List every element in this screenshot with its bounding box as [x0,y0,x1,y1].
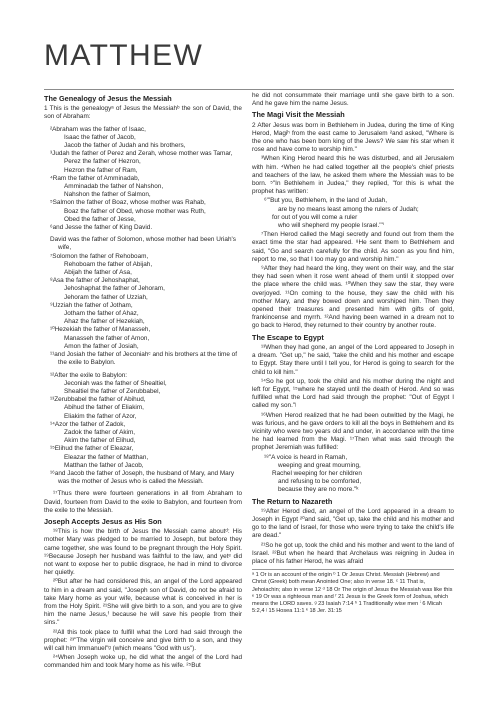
section-heading-magi: The Magi Visit the Messiah [252,110,345,120]
verse-paragraph: he did not consummate their marriage until she gave birth to a son. And he gave him the name Jesus. [252,92,454,108]
footnote: ʲ 15 Hosea 11:1 [266,608,305,615]
verse-paragraph: ²¹So he got up, took the child and his mother and went to the land of Israel. ²²But when he heard that Archelaus was reigning in Judea in place of his father Herod, he was afraid [252,541,454,565]
genealogy-line: Eleazar the father of Matthan, [64,453,149,461]
genealogy-line: Obed the father of Jesse, [64,215,136,223]
footnote: ᵉ 19 Or was a righteous man and [252,593,334,600]
genealogy-line: Nahshon the father of Salmon, [64,191,151,199]
verse-paragraph: ¹⁹After Herod died, an angel of the Lord appeared in a dream to Joseph in Egypt ²⁰and said, "Get up, take the child and his mother and go to the land of Israel, for those who were trying to take the child's life are dead." [252,507,454,540]
genealogy-line: Jeconiah was the father of Shealtiel, [64,379,167,387]
genealogy-line: Isaac the father of Jacob, [64,133,136,141]
prophecy-quote [252,454,454,495]
genealogy-line: ²Abraham was the father of Isaac, [50,125,146,133]
genealogy-line: ⁸Asa the father of Jehoshaphat, [50,277,140,285]
genealogy-line: ¹³Zerubbabel the father of Abihud, [50,396,146,404]
genealogy-line: ⁴Ram the father of Amminadab, [50,174,140,182]
verse-paragraph: ²⁰But after he had considered this, an angel of the Lord appeared to him in a dream and said, "Joseph son of David, do not be afraid to take Mary home as your wife, because what is conceived in her is from the Holy Spirit. ²¹She will give birth to a son, and you are to give him the name Jesus,ᶠ because he will save his people from their sins." [44,578,242,627]
genealogy-line: Jacob the father of Judah and his brothers, [64,142,186,150]
genealogy-line: ¹⁵Elihud the father of Eleazar, [50,445,134,453]
book-header [44,39,454,90]
prophecy-quote [252,197,454,230]
genealogy-line: Perez the father of Hezron, [64,158,141,166]
genealogy-line: ⁵Salmon the father of Boaz, whose mother was Rahab, [50,199,206,207]
footnote: ᵇ 1 Or Jesus Christ. Messiah (Hebrew) and Christ (Greek) both mean Anointed One; also in verse 18. [252,572,440,586]
genealogy-line: Amon the father of Josiah, [64,342,139,350]
genealogy-line: ⁹Uzziah the father of Jotham, [50,301,133,309]
genealogy-line: ⁶and Jesse the father of King David. [50,224,153,232]
genealogy-line: Ahaz the father of Hezekiah, [64,318,145,326]
genealogy-line: ¹⁰Hezekiah the father of Manasseh, [50,326,151,334]
genealogy-line: Abihud the father of Eliakim, [64,404,144,412]
poem-line: ¹⁸"A voice is heard in Ramah, [264,453,348,461]
verse-paragraph: ¹⁶When Herod realized that he had been outwitted by the Magi, he was furious, and he gave orders to kill all the boys in Bethlehem and its vicinity who were two years old and under, in accordance with the time he had learned from the Magi. ¹⁷Then what was said through the prophet Jeremiah was fulfilled: [252,411,454,452]
right-column [252,92,454,615]
footnote: ᵈ 18 Or The origin of Jesus the Messiah was like this [322,586,453,593]
genealogy-line: Abijah the father of Asa, [64,269,132,277]
poem-line: for out of you will come a ruler [272,213,358,221]
footnote: ᵃ 1 Or is an account of the origin [252,572,332,579]
poem-line: ⁶"'But you, Bethlehem, in the land of Judah, [264,197,388,205]
poem-line: Rachel weeping for her children [272,469,362,477]
footnote: ᶠ 21 Jesus is the Greek form of Joshua, which means the LORD saves. [252,593,449,607]
poem-line: are by no means least among the rulers of Judah; [278,205,419,213]
footnote: ᵏ 18 Jer. 31:15 [306,608,342,615]
footnote: ᶜ 11 That is, Jehoiachin; also in verse 12 [252,579,426,593]
genealogy-line: Jehoshaphat the father of Jehoram, [64,285,165,293]
genealogy-line: Zadok the father of Akim, [64,428,136,436]
verse-paragraph: 1 This is the genealogyᵃ of Jesus the Messiahᵇ the son of David, the son of Abraham: [44,105,242,121]
verse-paragraph: ¹³When they had gone, an angel of the Lord appeared to Joseph in a dream. "Get up," he said, "take the child and his mother and escape to Egypt. Stay there until I tell you, for Herod is going to search for the child to kill him." [252,343,454,376]
footnote: ʰ 1 Traditionally wise men [354,600,419,607]
footnotes [252,572,454,615]
footnote: ᵍ 23 Isaiah 7:14 [314,600,354,607]
genealogy-line: Akim the father of Elihud, [64,437,136,445]
verse-paragraph: ²⁴When Joseph woke up, he did what the angel of the Lord had commanded him and took Mary home as his wife. ²⁵But [44,654,242,670]
genealogy-list-1 [44,126,242,233]
genealogy-line: ¹⁶and Jacob the father of Joseph, the husband of Mary, and Mary was the mother of Jesus who is called the Messiah. [50,469,235,486]
genealogy-line: ¹¹and Josiah the father of Jeconiahᶜ and his brothers at the time of the exile to Babylon. [50,351,237,367]
section-heading-egypt: The Escape to Egypt [252,332,324,342]
genealogy-line: Eliakim the father of Azor, [64,412,137,420]
genealogy-list-2 [44,236,242,367]
book-title: MATTHEW [44,39,204,72]
left-column [44,92,242,672]
verse-paragraph: ¹⁸This is how the birth of Jesus the Messiah came aboutᵈ: His mother Mary was pledged to be married to Joseph, but before they came together, she was found to be pregnant through the Holy Spirit. ¹⁹Because Joseph her husband was faithful to the law, and yetᵉ did not want to expose her to public disgrace, he had in mind to divorce her quietly. [44,528,242,577]
genealogy-line: Rehoboam the father of Abijah, [64,260,153,268]
genealogy-line: Shealtiel the father of Zerubbabel, [64,387,161,395]
genealogy-line: ¹²After the exile to Babylon: [50,371,128,379]
genealogy-line: Manasseh the father of Amon, [64,334,150,342]
section-heading-genealogy: The Genealogy of Jesus the Messiah [44,94,172,103]
footnote-divider [252,569,454,570]
genealogy-line: Amminadab the father of Nahshon, [64,183,164,191]
genealogy-line: Jehoram the father of Uzziah, [64,293,148,301]
verse-paragraph: ¹⁷Thus there were fourteen generations in all from Abraham to David, fourteen from David to the exile to Babylon, and fourteen from the exile to the Messiah. [44,490,242,514]
section-heading-joseph: Joseph Accepts Jesus as His Son [44,516,162,526]
genealogy-line: Boaz the father of Obed, whose mother was Ruth, [64,207,206,215]
poem-line: and refusing to be comforted, [278,478,362,486]
verse-paragraph: ²²All this took place to fulfill what the Lord had said through the prophet: ²³"The virgin will conceive and give birth to a son, and they will call him Immanuel"ᵍ (which means "God with us"). [44,628,242,652]
genealogy-list-3 [44,372,242,487]
verse-paragraph: ³When King Herod heard this he was disturbed, and all Jerusalem with him. ⁴When he had called together all the people's chief priests and teachers of the law, he asked them where the Messiah was to be born. ⁵"In Bethlehem in Judea," they replied, "for this is what the prophet has written: [252,155,454,196]
genealogy-line: David was the father of Solomon, whose mother had been Uriah's wife, [50,236,236,252]
verse-paragraph: ⁷Then Herod called the Magi secretly and found out from them the exact time the star had appeared. ⁸He sent them to Bethlehem and said, "Go and search carefully for the child. As soon as you find him, report to me, so that I too may go and worship him." [252,231,454,263]
genealogy-line: Hezron the father of Ram, [64,166,138,174]
genealogy-line: ³Judah the father of Perez and Zerah, whose mother was Tamar, [50,150,233,158]
genealogy-line: Jotham the father of Ahaz, [64,310,139,318]
footnote: ⁱ 6 Micah 5:2,4 [252,600,442,615]
genealogy-line: ¹⁴Azor the father of Zadok, [50,420,126,428]
genealogy-line: ⁷Solomon the father of Rehoboam, [50,252,149,260]
verse-paragraph: ⁹After they had heard the king, they went on their way, and the star they had seen when it rose went ahead of them until it stopped over the place where the child was. ¹⁰When they saw the star, they were overjoyed. ¹¹On coming to the house, they saw the child with his mother Mary, and they bowed down and worshiped him. Then they opened their treasures and presented him with gifts of gold, frankincense and myrrh. ¹²And having been warned in a dream not to go back to Herod, they returned to their country by another route. [252,265,454,330]
poem-line: weeping and great mourning, [278,461,361,469]
verse-paragraph: ¹⁴So he got up, took the child and his mother during the night and left for Egypt, ¹⁵where he stayed until the death of Herod. And so was fulfilled what the Lord had said through the prophet: "Out of Egypt I called my son."ʲ [252,377,454,410]
genealogy-line: Matthan the father of Jacob, [64,461,144,469]
section-heading-nazareth: The Return to Nazareth [252,496,333,506]
poem-line: because they are no more."ᵏ [278,486,359,494]
poem-line: who will shepherd my people Israel.'"ⁱ [278,222,384,230]
verse-paragraph: 2 After Jesus was born in Bethlehem in Judea, during the time of King Herod, Magiʰ from the east came to Jerusalem ²and asked, "Where is the one who has been born king of the Jews? We saw his star when it rose and have come to worship him." [252,121,454,154]
